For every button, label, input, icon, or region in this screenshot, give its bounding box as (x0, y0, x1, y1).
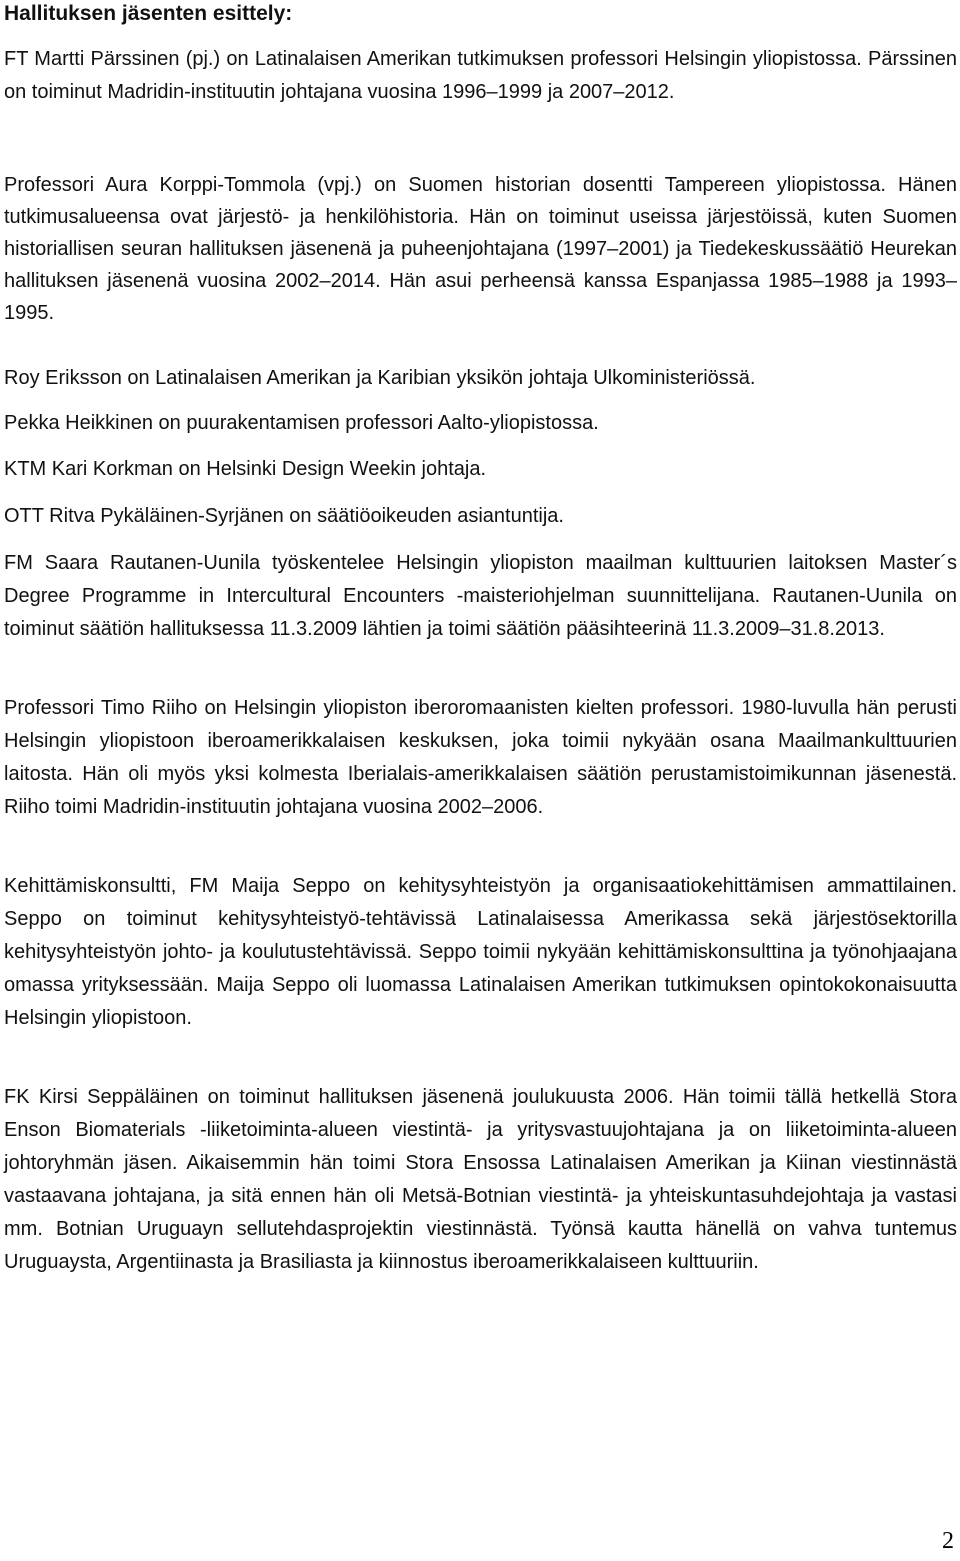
paragraph-korkman: KTM Kari Korkman on Helsinki Design Weekin johtaja. (4, 458, 487, 480)
paragraph-parssinen: FT Martti Pärssinen (pj.) on Latinalaisen Amerikan tutkimuksen professori Helsingin yliopistossa. Pärssinen on toiminut Madridin-instituutin johtajana vuosina 1996–1999 ja 2007–2012. (4, 48, 957, 103)
paragraph-seppo: Kehittämiskonsultti, FM Maija Seppo on kehitysyhteistyön ja organisaatiokehittämisen ammattilainen. Seppo on toiminut kehitysyhteistyö-tehtävissä Latinalaisessa Amerikassa sekä järjestösektorilla kehitysyhteistyön johto- ja koulutustehtävissä. Seppo toimii nykyään kehittämiskonsulttina ja työnohjaajana omassa yrityksessään. Maija Seppo oli luomassa Latinalaisen Amerikan tutkimuksen opintokokonaisuutta Helsingin yliopistoon. (4, 875, 957, 1029)
paragraph-eriksson: Roy Eriksson on Latinalaisen Amerikan ja Karibian yksikön johtaja Ulkoministeriössä. (4, 367, 756, 389)
paragraph-seppalainen: FK Kirsi Seppäläinen on toiminut hallituksen jäsenenä joulukuusta 2006. Hän toimii tällä hetkellä Stora Enson Biomaterials -liiketoiminta-alueen viestintä- ja yritysvastuujohtajana ja on liiketoiminta-alueen johtoryhmän jäsen. Aikaisemmin hän toimi Stora Ensossa Latinalaisen Amerikan ja Kiinan viestinnästä vastaavana johtajana, ja sitä ennen hän oli Metsä-Botnian viestintä- ja yhteiskuntasuhdejohtaja ja vastasi mm. Botnian Uruguayn sellutehdasprojektin viestinnästä. Työnsä kautta hänellä on vahva tuntemus Uruguaysta, Argentiinasta ja Brasiliasta ja kiinnostus iberoamerikkalaiseen kulttuuriin. (4, 1086, 957, 1273)
paragraph-riiho: Professori Timo Riiho on Helsingin yliopiston iberoromaanisten kielten professori. 1980-luvulla hän perusti Helsingin yliopistoon iberoamerikkalaisen keskuksen, joka toimii nykyään osana Maailmankulttuurien laitosta. Hän oli myös yksi kolmesta Iberialais-amerikkalaisen säätiön perustamistoimikunnan jäsenestä. Riiho toimi Madridin-instituutin johtajana vuosina 2002–2006. (4, 697, 957, 818)
paragraph-rautanen-uunila: FM Saara Rautanen-Uunila työskentelee Helsingin yliopiston maailman kulttuurien laitoksen Master´s Degree Programme in Intercultural Encounters -maisteriohjelman suunnittelijana. Rautanen-Uunila on toiminut säätiön hallituksessa 11.3.2009 lähtien ja toimi säätiön pääsihteerinä 11.3.2009–31.8.2013. (4, 552, 957, 640)
paragraph-korppi-tommola: Professori Aura Korppi-Tommola (vpj.) on Suomen historian dosentti Tampereen yliopistossa. Hänen tutkimusalueensa ovat järjestö- ja henkilöhistoria. Hän on toiminut useissa järjestöissä, kuten Suomen historiallisen seuran hallituksen jäsenenä ja puheenjohtajana (1997–2001) ja Tiedekeskussäätiö Heurekan hallituksen jäsenenä vuosina 2002–2014. Hän asui perheensä kanssa Espanjassa 1985–1988 ja 1993–1995. (4, 174, 957, 324)
page-heading: Hallituksen jäsenten esittely: (4, 2, 293, 25)
paragraph-heikkinen: Pekka Heikkinen on puurakentamisen professori Aalto-yliopistossa. (4, 412, 599, 434)
page-number: 2 (942, 1528, 954, 1554)
paragraph-pykalainen-syrjanen: OTT Ritva Pykäläinen-Syrjänen on säätiöoikeuden asiantuntija. (4, 505, 564, 527)
